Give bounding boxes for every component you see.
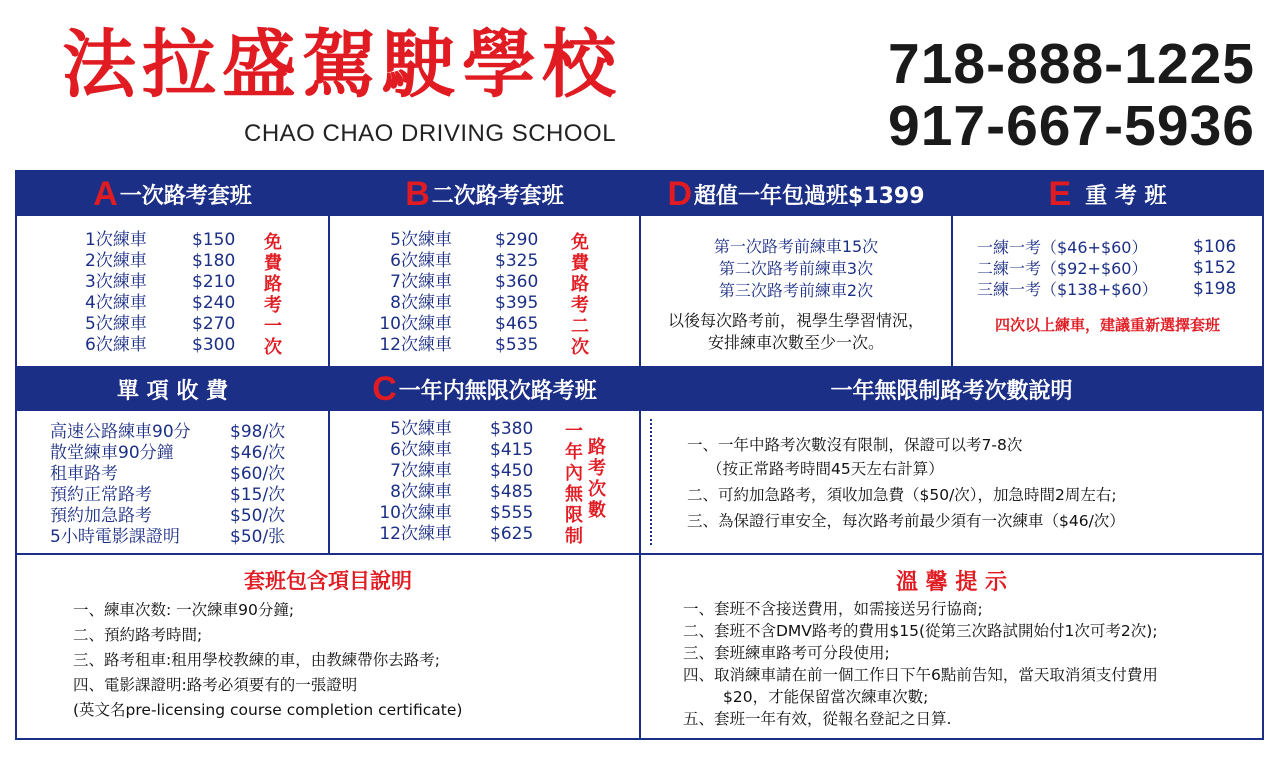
dotted-divider xyxy=(650,419,652,545)
includes-title: 套班包含項目說明 xyxy=(244,569,412,593)
package-d-body xyxy=(641,216,951,366)
row-price: $50/张 xyxy=(230,527,286,547)
package-d-title: 超值一年包過班$1399 xyxy=(694,183,925,209)
row-label: 12次練車 xyxy=(379,335,452,355)
tips-title: 溫 馨 提 示 xyxy=(896,570,1007,595)
package-e-body xyxy=(953,216,1262,366)
tips-line: 二、套班不含DMV路考的費用$15(從第三次路試開始付1次可考2次); xyxy=(683,622,1158,640)
unlimited-line: 二、可約加急路考，須收加急費（$50/次），加急時間2周左右; xyxy=(687,486,1117,504)
row-label: 一練一考（$46+$60） xyxy=(977,238,1148,257)
includes-line: 一、練車次数: 一次練車90分鐘; xyxy=(73,601,295,619)
row-label: 5次練車 xyxy=(390,230,452,250)
unlimited-title: 一年無限制路考次數說明 xyxy=(830,379,1073,404)
package-d-letter: D xyxy=(667,174,692,213)
row-price: $98/次 xyxy=(230,422,286,442)
unlimited-line: （按正常路考時間45天左右計算） xyxy=(707,460,944,478)
row-label: 10次練車 xyxy=(379,503,452,523)
unlimited-line: 一、一年中路考次數沒有限制，保證可以考7-8次 xyxy=(687,436,1023,454)
package-c-letter: C xyxy=(372,370,397,408)
row-label: 高速公路練車90分 xyxy=(50,422,191,442)
unlimited-line: 三、為保證行車安全，每次路考前最少須有一次練車（$46/次） xyxy=(687,512,1125,530)
row-label: 3次練車 xyxy=(85,272,147,292)
row-price: $360 xyxy=(495,272,539,292)
unlimited-body xyxy=(641,411,1262,553)
package-d-line: 第三次路考前練車2次 xyxy=(718,281,874,300)
single-fees-header xyxy=(17,368,328,411)
row-label: 預約正常路考 xyxy=(50,485,152,505)
row-label: 散堂練車90分鐘 xyxy=(50,443,174,463)
row-price: $300 xyxy=(192,335,236,355)
row-price: $15/次 xyxy=(230,485,286,505)
school-name-chinese: 法拉盛駕駛學校 xyxy=(62,22,622,108)
row-label: 二練一考（$92+$60） xyxy=(977,259,1148,278)
package-a-row xyxy=(85,230,147,251)
row-label: 7次練車 xyxy=(390,461,452,481)
row-label: 2次練車 xyxy=(85,251,147,271)
row-price: $450 xyxy=(490,461,534,481)
row-price: $380 xyxy=(490,419,534,439)
row-price: $210 xyxy=(192,272,236,292)
phone-number-2: 917-667-5936 xyxy=(888,94,1255,158)
package-b-body xyxy=(330,216,639,366)
package-c-note-col1: 一年內無限制 xyxy=(565,421,583,547)
package-c-header xyxy=(330,368,639,411)
package-a-header xyxy=(17,172,328,216)
includes-line: 三、路考租車:租用學校教練的車，由教練帶你去路考; xyxy=(73,651,440,669)
row-price: $106 xyxy=(1193,237,1237,257)
phone-number-1: 718-888-1225 xyxy=(888,32,1255,96)
includes-line: 四、電影課證明:路考必須要有的一張證明 xyxy=(73,676,358,694)
package-a-body xyxy=(17,216,328,366)
row-price: $465 xyxy=(495,314,539,334)
package-b-title: 二次路考套班 xyxy=(431,183,564,209)
package-a-letter: A xyxy=(93,174,118,213)
package-e-letter: E xyxy=(1048,174,1072,213)
school-name-english: CHAO CHAO DRIVING SCHOOL xyxy=(244,120,617,147)
row-label: 6次練車 xyxy=(85,335,147,355)
package-d-line: 第二次路考前練車3次 xyxy=(718,259,874,278)
row-price: $180 xyxy=(192,251,236,271)
package-a-row xyxy=(85,272,147,293)
row-price: $150 xyxy=(192,230,236,250)
package-d-line: 第一次路考前練車15次 xyxy=(713,237,879,256)
row-label: 6次練車 xyxy=(390,251,452,271)
row-label: 租車路考 xyxy=(50,464,118,484)
row-label: 8次練車 xyxy=(390,482,452,502)
row-label: 10次練車 xyxy=(379,314,452,334)
row-price: $325 xyxy=(495,251,539,271)
row-price: $415 xyxy=(490,440,534,460)
row-price: $395 xyxy=(495,293,539,313)
tips-line: 五、套班一年有效，從報名登記之日算. xyxy=(683,710,952,728)
row-label: 6次練車 xyxy=(390,440,452,460)
row-price: $485 xyxy=(490,482,534,502)
package-a-row xyxy=(85,251,147,272)
package-b-letter: B xyxy=(405,174,430,213)
package-e-warning: 四次以上練車，建議重新選擇套班 xyxy=(994,316,1220,334)
package-e-header xyxy=(953,172,1262,216)
row-price: $555 xyxy=(490,503,534,523)
package-b-note: 免費路考二次 xyxy=(571,232,589,358)
row-price: $46/次 xyxy=(230,443,286,463)
package-a-note: 免費路考一次 xyxy=(264,232,282,358)
package-e-title: 重 考 班 xyxy=(1085,183,1167,209)
package-d-note: 以後每次路考前，視學生學習情況， xyxy=(667,311,924,330)
row-price: $625 xyxy=(490,524,534,544)
row-label: 7次練車 xyxy=(390,272,452,292)
tips-line: 四、取消練車請在前一個工作日下午6點前告知，當天取消須支付費用 xyxy=(683,666,1158,684)
row-price: $270 xyxy=(192,314,236,334)
tips-section xyxy=(641,555,1262,738)
row-label: 4次練車 xyxy=(85,293,147,313)
row-price: $50/次 xyxy=(230,506,286,526)
single-fees-title: 單 項 收 費 xyxy=(117,379,228,404)
row-price: $290 xyxy=(495,230,539,250)
row-label: 5次練車 xyxy=(85,314,147,334)
package-c-title: 一年内無限次路考班 xyxy=(398,379,597,404)
row-price: $152 xyxy=(1193,258,1237,278)
includes-line: (英文名pre-licensing course completion certificate) xyxy=(73,701,463,719)
unlimited-header xyxy=(641,368,1262,411)
tips-line: 一、套班不含接送費用，如需接送另行協商; xyxy=(683,600,983,618)
row-label: 5次練車 xyxy=(390,419,452,439)
row-price: $60/次 xyxy=(230,464,286,484)
tips-line: $20，才能保留當次練車次數; xyxy=(723,688,929,706)
tips-line: 三、套班練車路考可分段使用; xyxy=(683,644,890,662)
package-b-header xyxy=(330,172,639,216)
row-label: 5小時電影課證明 xyxy=(50,527,180,547)
package-c-note-col2: 路考次數 xyxy=(588,437,606,521)
package-a-row xyxy=(85,335,147,356)
package-c-body xyxy=(330,411,639,553)
row-label: 8次練車 xyxy=(390,293,452,313)
package-a-row xyxy=(85,293,147,314)
package-d-header xyxy=(641,172,951,216)
row-label: 預約加急路考 xyxy=(50,506,152,526)
includes-section xyxy=(17,555,639,738)
row-label: 12次練車 xyxy=(379,524,452,544)
single-fees-body xyxy=(17,411,328,553)
row-label: 1次練車 xyxy=(85,230,147,250)
package-d-note: 安排練車次數至少一次。 xyxy=(707,333,884,352)
package-a-row xyxy=(85,314,147,335)
row-price: $240 xyxy=(192,293,236,313)
package-a-title: 一次路考套班 xyxy=(119,183,252,209)
row-price: $198 xyxy=(1193,279,1237,299)
row-label: 三練一考（$138+$60） xyxy=(977,280,1158,299)
includes-line: 二、預約路考時間; xyxy=(73,626,203,644)
row-price: $535 xyxy=(495,335,539,355)
